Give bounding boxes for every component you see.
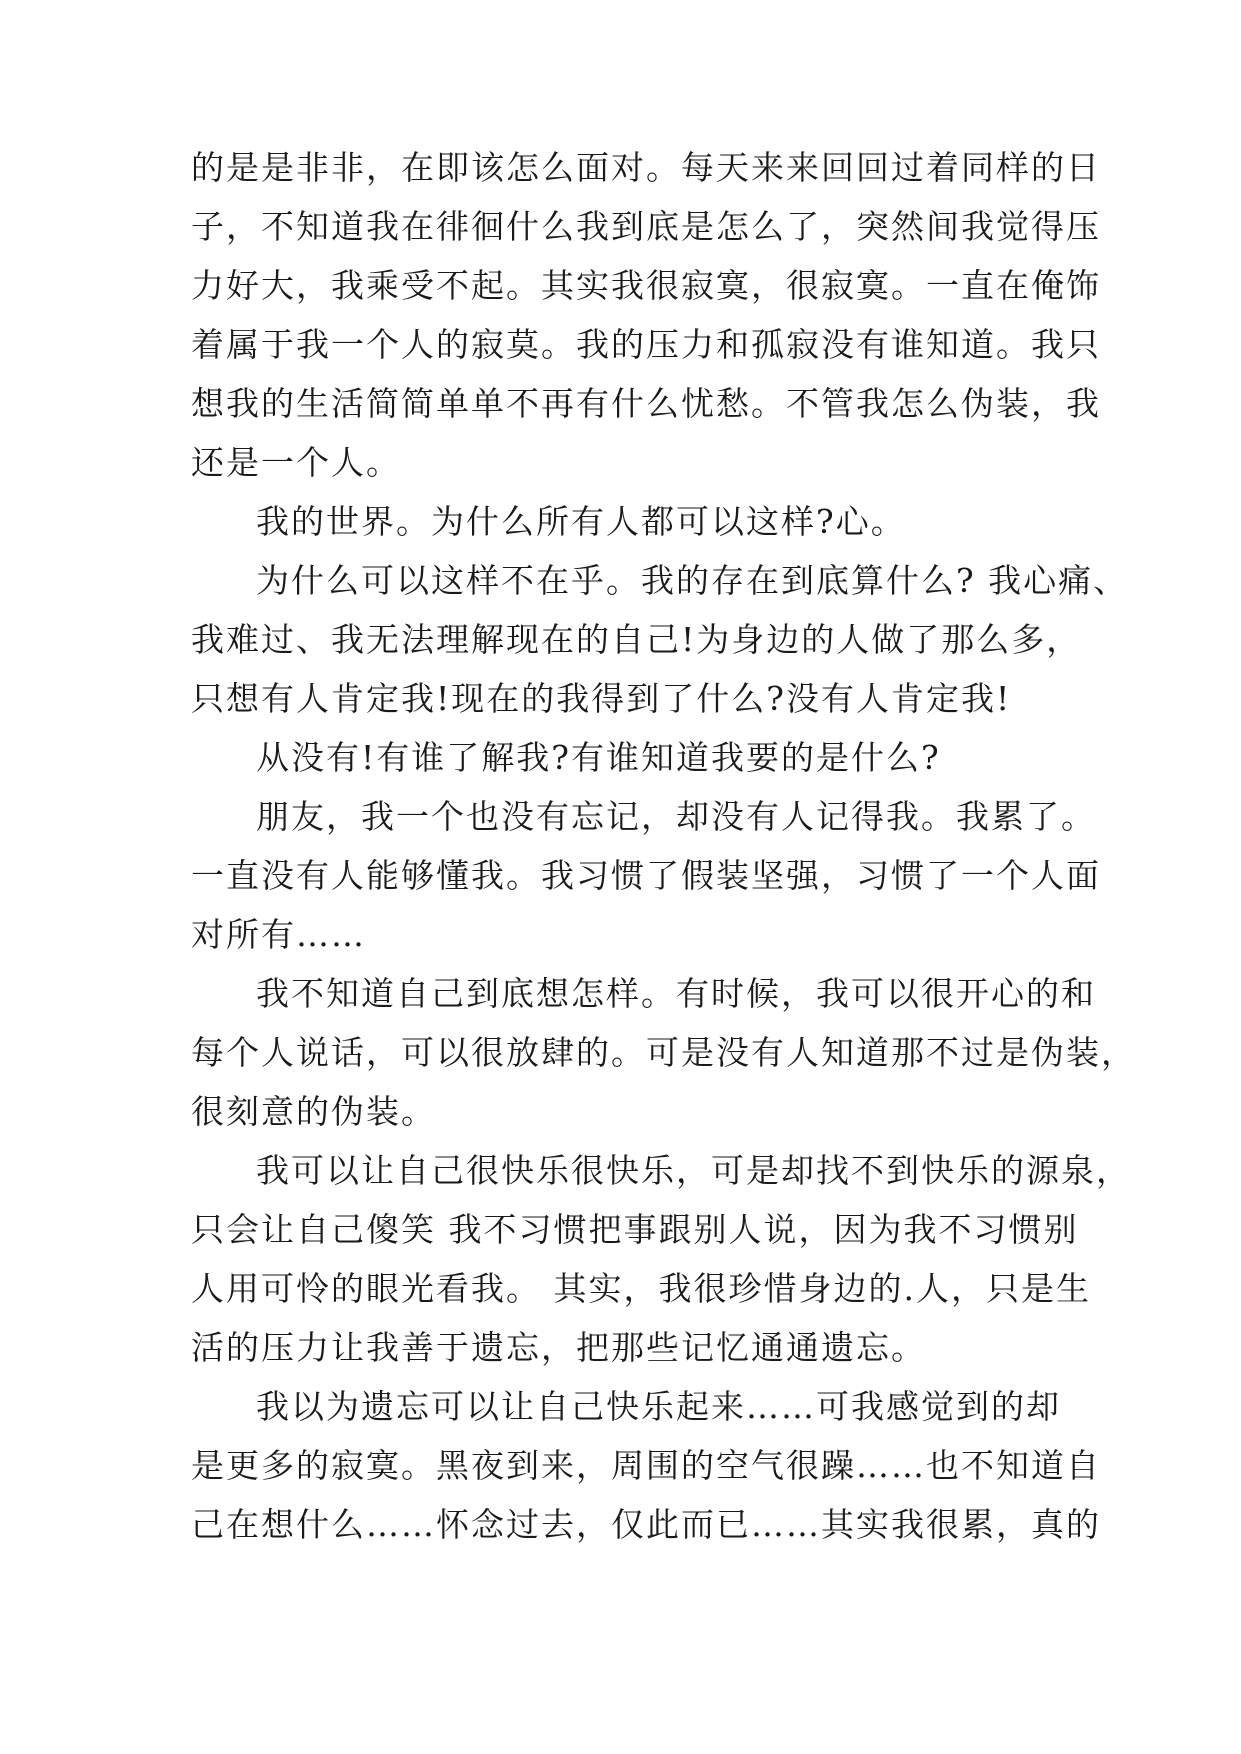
paragraph-first-line: 朋友，我一个也没有忘记，却没有人记得我。我累了。 xyxy=(256,797,1096,836)
text-line: 只会让自己傻笑 我不习惯把事跟别人说，因为我不习惯别 xyxy=(191,1210,1079,1249)
text-line: 一直没有人能够懂我。我习惯了假装坚强，习惯了一个人面 xyxy=(191,856,1101,895)
paragraph-first-line: 我以为遗忘可以让自己快乐起来……可我感觉到的却 xyxy=(256,1387,1061,1426)
paragraph-first-line: 我不知道自己到底想怎样。有时候，我可以很开心的和 xyxy=(256,974,1096,1013)
text-line: 我难过、我无法理解现在的自己!为身边的人做了那么多， xyxy=(191,620,1082,659)
text-line: 着属于我一个人的寂莫。我的压力和孤寂没有谁知道。我只 xyxy=(191,325,1101,364)
text-line: 力好大，我乘受不起。其实我很寂寞，很寂寞。一直在俺饰 xyxy=(191,266,1101,305)
text-line: 己在想什么……怀念过去，仅此而已……其实我很累，真的 xyxy=(191,1505,1101,1544)
text-line: 很刻意的伪装。 xyxy=(191,1092,436,1131)
paragraph-first-line: 我可以让自己很快乐很快乐，可是却找不到快乐的源泉， xyxy=(256,1151,1131,1190)
text-line: 活的压力让我善于遗忘，把那些记忆通通遗忘。 xyxy=(191,1328,926,1367)
text-line: 想我的生活简简单单不再有什么忧愁。不管我怎么伪装，我 xyxy=(191,384,1101,423)
text-line: 对所有…… xyxy=(191,915,366,954)
text-line: 还是一个人。 xyxy=(191,443,401,482)
paragraph-first-line: 从没有!有谁了解我?有谁知道我要的是什么? xyxy=(256,738,941,777)
text-line: 子，不知道我在徘徊什么我到底是怎么了，突然间我觉得压 xyxy=(191,207,1101,246)
text-line: 是更多的寂寞。黑夜到来，周围的空气很躁……也不知道自 xyxy=(191,1446,1101,1485)
text-line: 人用可怜的眼光看我。 其实，我很珍惜身边的.人，只是生 xyxy=(191,1269,1091,1308)
paragraph-first-line: 为什么可以这样不在乎。我的存在到底算什么? 我心痛、 xyxy=(256,561,1129,600)
text-line: 每个人说话，可以很放肆的。可是没有人知道那不过是伪装， xyxy=(191,1033,1136,1072)
text-line: 只想有人肯定我!现在的我得到了什么?没有人肯定我! xyxy=(191,679,1012,718)
paragraph-first-line: 我的世界。为什么所有人都可以这样?心。 xyxy=(256,502,906,541)
text-line: 的是是非非，在即该怎么面对。每天来来回回过着同样的日 xyxy=(191,148,1101,187)
